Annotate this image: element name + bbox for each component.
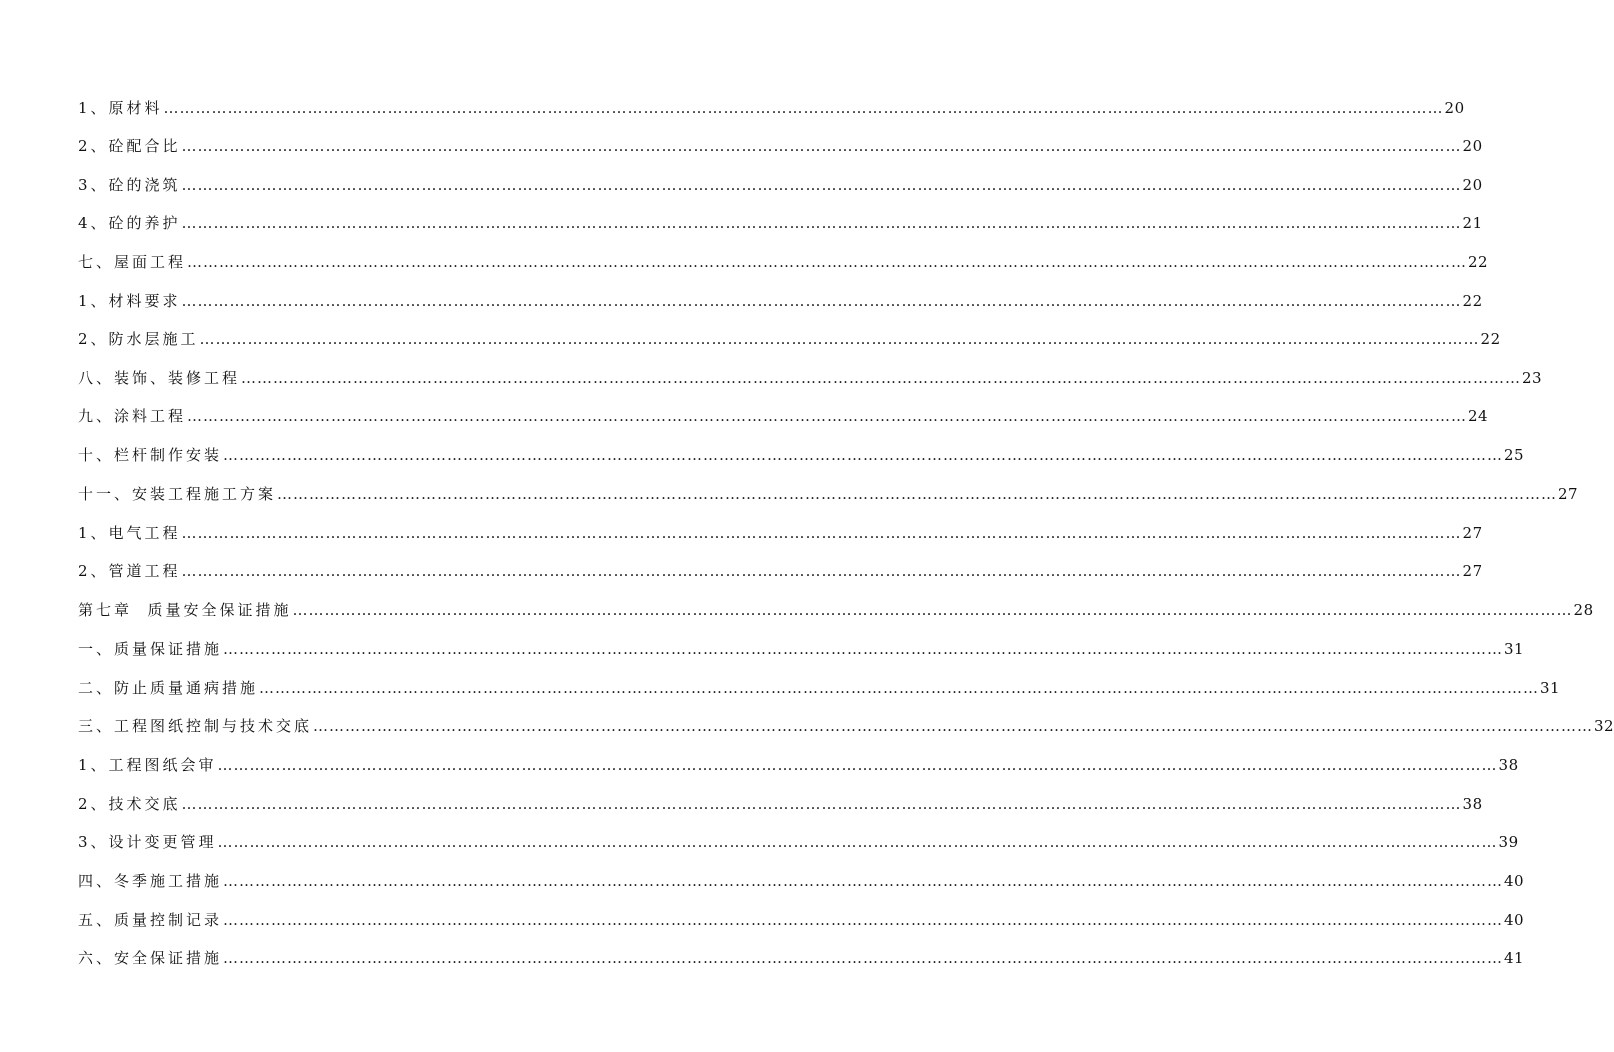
toc-entry[interactable]	[78, 714, 1614, 738]
toc-entry[interactable]	[78, 830, 1519, 854]
toc-entry[interactable]	[78, 792, 1483, 816]
toc-entry[interactable]	[78, 327, 1501, 351]
toc-entry-label: 3、砼的浇筑	[78, 176, 181, 194]
toc-leader-dots: ……………………………………………………………………………………………………………………………………………………………………………………………………………………	[223, 872, 1504, 890]
toc-entry-label: 1、材料要求	[78, 292, 181, 310]
toc-entry-label: 三、工程图纸控制与技术交底	[78, 717, 313, 735]
toc-entry-page: 22	[1480, 330, 1501, 348]
toc-leader-dots: ……………………………………………………………………………………………………………………………………………………………………………………………………………………	[181, 176, 1462, 194]
toc-entry-label: 九、涂料工程	[78, 407, 187, 425]
toc-leader-dots: ……………………………………………………………………………………………………………………………………………………………………………………………………………………	[241, 369, 1522, 387]
toc-leader-dots: ……………………………………………………………………………………………………………………………………………………………………………………………………………………	[181, 214, 1462, 232]
toc-entry-page: 31	[1504, 640, 1525, 658]
toc-leader-dots: ……………………………………………………………………………………………………………………………………………………………………………………………………………………	[181, 137, 1462, 155]
toc-entry-page: 22	[1468, 253, 1489, 271]
toc-entry-page: 25	[1504, 446, 1525, 464]
toc-entry[interactable]	[78, 908, 1525, 932]
toc-entry[interactable]	[78, 96, 1465, 120]
toc-leader-dots: ……………………………………………………………………………………………………………………………………………………………………………………………………………………	[277, 485, 1558, 503]
toc-leader-dots: ……………………………………………………………………………………………………………………………………………………………………………………………………………………	[259, 679, 1540, 697]
toc-entry-label: 七、屋面工程	[78, 253, 187, 271]
toc-leader-dots: ……………………………………………………………………………………………………………………………………………………………………………………………………………………	[223, 640, 1504, 658]
toc-entry-page: 27	[1558, 485, 1579, 503]
toc-entry-page: 31	[1540, 679, 1561, 697]
toc-entry[interactable]	[78, 250, 1489, 274]
toc-entry-label: 六、安全保证措施	[78, 949, 223, 967]
toc-entry-page: 20	[1462, 137, 1483, 155]
toc-leader-dots: ……………………………………………………………………………………………………………………………………………………………………………………………………………………	[181, 795, 1462, 813]
toc-leader-dots: ……………………………………………………………………………………………………………………………………………………………………………………………………………………	[181, 524, 1462, 542]
toc-leader-dots: ……………………………………………………………………………………………………………………………………………………………………………………………………………………	[181, 562, 1462, 580]
toc-entry[interactable]	[78, 482, 1579, 506]
toc-entry-page: 20	[1444, 99, 1465, 117]
toc-leader-dots: ……………………………………………………………………………………………………………………………………………………………………………………………………………………	[223, 949, 1504, 967]
toc-entry-label: 第七章 质量安全保证措施	[78, 601, 292, 619]
toc-entry[interactable]	[78, 404, 1489, 428]
toc-leader-dots: ……………………………………………………………………………………………………………………………………………………………………………………………………………………	[163, 99, 1444, 117]
toc-entry-label: 2、防水层施工	[78, 330, 199, 348]
toc-entry-page: 24	[1468, 407, 1489, 425]
toc-entry[interactable]	[78, 443, 1525, 467]
toc-leader-dots: ……………………………………………………………………………………………………………………………………………………………………………………………………………………	[187, 407, 1468, 425]
toc-entry-label: 1、原材料	[78, 99, 163, 117]
toc-entry-page: 28	[1573, 601, 1594, 619]
toc-entry[interactable]	[78, 559, 1483, 583]
toc-entry-label: 八、装饰、装修工程	[78, 369, 241, 387]
toc-entry-page: 40	[1504, 911, 1525, 929]
toc-entry[interactable]	[78, 676, 1561, 700]
toc-entry-label: 3、设计变更管理	[78, 833, 217, 851]
toc-entry-page: 39	[1498, 833, 1519, 851]
toc-entry-label: 4、砼的养护	[78, 214, 181, 232]
toc-entry[interactable]	[78, 134, 1483, 158]
toc-entry[interactable]	[78, 289, 1483, 313]
toc-entry-label: 1、电气工程	[78, 524, 181, 542]
toc-leader-dots: ……………………………………………………………………………………………………………………………………………………………………………………………………………………	[292, 601, 1573, 619]
toc-leader-dots: ……………………………………………………………………………………………………………………………………………………………………………………………………………………	[187, 253, 1468, 271]
toc-entry-page: 21	[1462, 214, 1483, 232]
toc-entry-page: 20	[1462, 176, 1483, 194]
toc-leader-dots: ……………………………………………………………………………………………………………………………………………………………………………………………………………………	[181, 292, 1462, 310]
toc-entry[interactable]	[78, 753, 1519, 777]
toc-entry[interactable]	[78, 173, 1483, 197]
toc-leader-dots: ……………………………………………………………………………………………………………………………………………………………………………………………………………………	[217, 833, 1498, 851]
toc-entry-page: 23	[1522, 369, 1543, 387]
toc-entry[interactable]	[78, 946, 1525, 970]
toc-leader-dots: ……………………………………………………………………………………………………………………………………………………………………………………………………………………	[199, 330, 1480, 348]
toc-entry-page: 32	[1594, 717, 1614, 735]
toc-entry-page: 38	[1498, 756, 1519, 774]
toc-entry-page: 27	[1462, 524, 1483, 542]
toc-entry-page: 27	[1462, 562, 1483, 580]
toc-entry-page: 41	[1504, 949, 1525, 967]
toc-leader-dots: ……………………………………………………………………………………………………………………………………………………………………………………………………………………	[217, 756, 1498, 774]
toc-entry-label: 1、工程图纸会审	[78, 756, 217, 774]
toc-entry[interactable]	[78, 211, 1483, 235]
toc-entry-page: 40	[1504, 872, 1525, 890]
toc-entry-label: 2、砼配合比	[78, 137, 181, 155]
toc-entry-label: 十、栏杆制作安装	[78, 446, 223, 464]
toc-entry-label: 五、质量控制记录	[78, 911, 223, 929]
toc-entry-page: 38	[1462, 795, 1483, 813]
toc-entry[interactable]	[78, 521, 1483, 545]
toc-entry-label: 一、质量保证措施	[78, 640, 223, 658]
toc-entry-page: 22	[1462, 292, 1483, 310]
toc-entry[interactable]	[78, 366, 1543, 390]
toc-leader-dots: ……………………………………………………………………………………………………………………………………………………………………………………………………………………	[223, 446, 1504, 464]
toc-entry[interactable]	[78, 637, 1525, 661]
toc-entry-label: 四、冬季施工措施	[78, 872, 223, 890]
toc-entry[interactable]	[78, 598, 1594, 622]
toc-entry-label: 十一、安装工程施工方案	[78, 485, 277, 503]
toc-entry-label: 2、管道工程	[78, 562, 181, 580]
toc-leader-dots: ……………………………………………………………………………………………………………………………………………………………………………………………………………………	[223, 911, 1504, 929]
toc-entry-label: 二、防止质量通病措施	[78, 679, 259, 697]
toc-entry[interactable]	[78, 869, 1525, 893]
toc-leader-dots: ……………………………………………………………………………………………………………………………………………………………………………………………………………………	[313, 717, 1594, 735]
toc-entry-label: 2、技术交底	[78, 795, 181, 813]
